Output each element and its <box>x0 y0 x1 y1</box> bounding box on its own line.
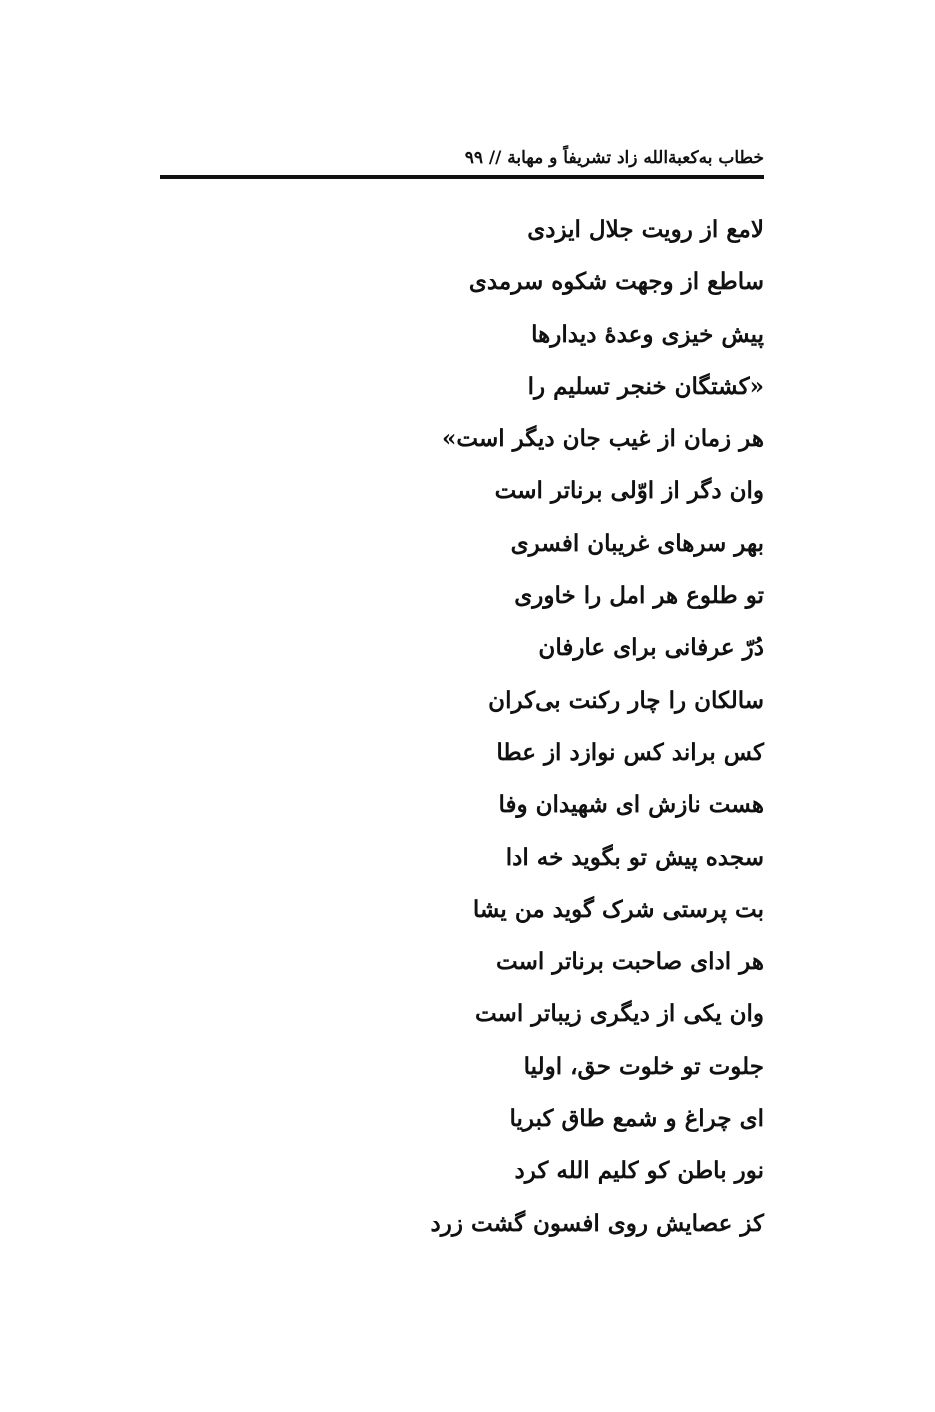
verse-line: بهر سرهای غریبان افسری <box>510 529 764 557</box>
verse-line: ای چراغ و شمع طاق کبریا <box>509 1105 764 1133</box>
verse-line: تو طلوع هر امل را خاوری <box>514 582 764 610</box>
verse-line: وان یکی از دیگری زیباتر است <box>474 1000 764 1028</box>
verse-line: هر ادای صاحبت برناتر است <box>496 948 764 976</box>
verse-line: سالکان را چار رکنت بی‌کران <box>488 686 764 714</box>
verse-line: بت پرستی شرک گوید من یشا <box>472 895 764 923</box>
verse-line: ساطع از وجهت شکوه سرمدی <box>468 268 764 296</box>
poem <box>160 204 764 1250</box>
verse-line: نور باطن کو کلیم الله کرد <box>514 1157 764 1185</box>
verse-line: دُرّ عرفانی برای عارفان <box>538 634 764 662</box>
verse-line: لامع از رویت جلال ایزدی <box>527 216 764 243</box>
verse-line: سجده پیش تو بگوید خه ادا <box>505 843 764 871</box>
verse-line: «کشتگان خنجر تسلیم را <box>527 372 764 400</box>
running-header: خطاب به‌کعبة‌الله زاد تشریفاً و مهابة // ۹۹ <box>464 148 764 168</box>
verse-line: کز عصایش روی افسون گشت زرد <box>430 1209 764 1237</box>
header-rule <box>160 175 764 179</box>
verse-line: جلوت تو خلوت حق، اولیا <box>523 1052 764 1080</box>
verse-line: کس براند کس نوازد از عطا <box>496 738 764 766</box>
verse-line: هست نازش ای شهیدان وفا <box>498 791 764 819</box>
verse-line: هر زمان از غیب جان دیگر است» <box>441 425 764 453</box>
verse-line: وان دگر از اوّلی برناتر است <box>494 477 764 505</box>
verse-line: پیش خیزی وعدهٔ دیدارها <box>531 320 764 348</box>
